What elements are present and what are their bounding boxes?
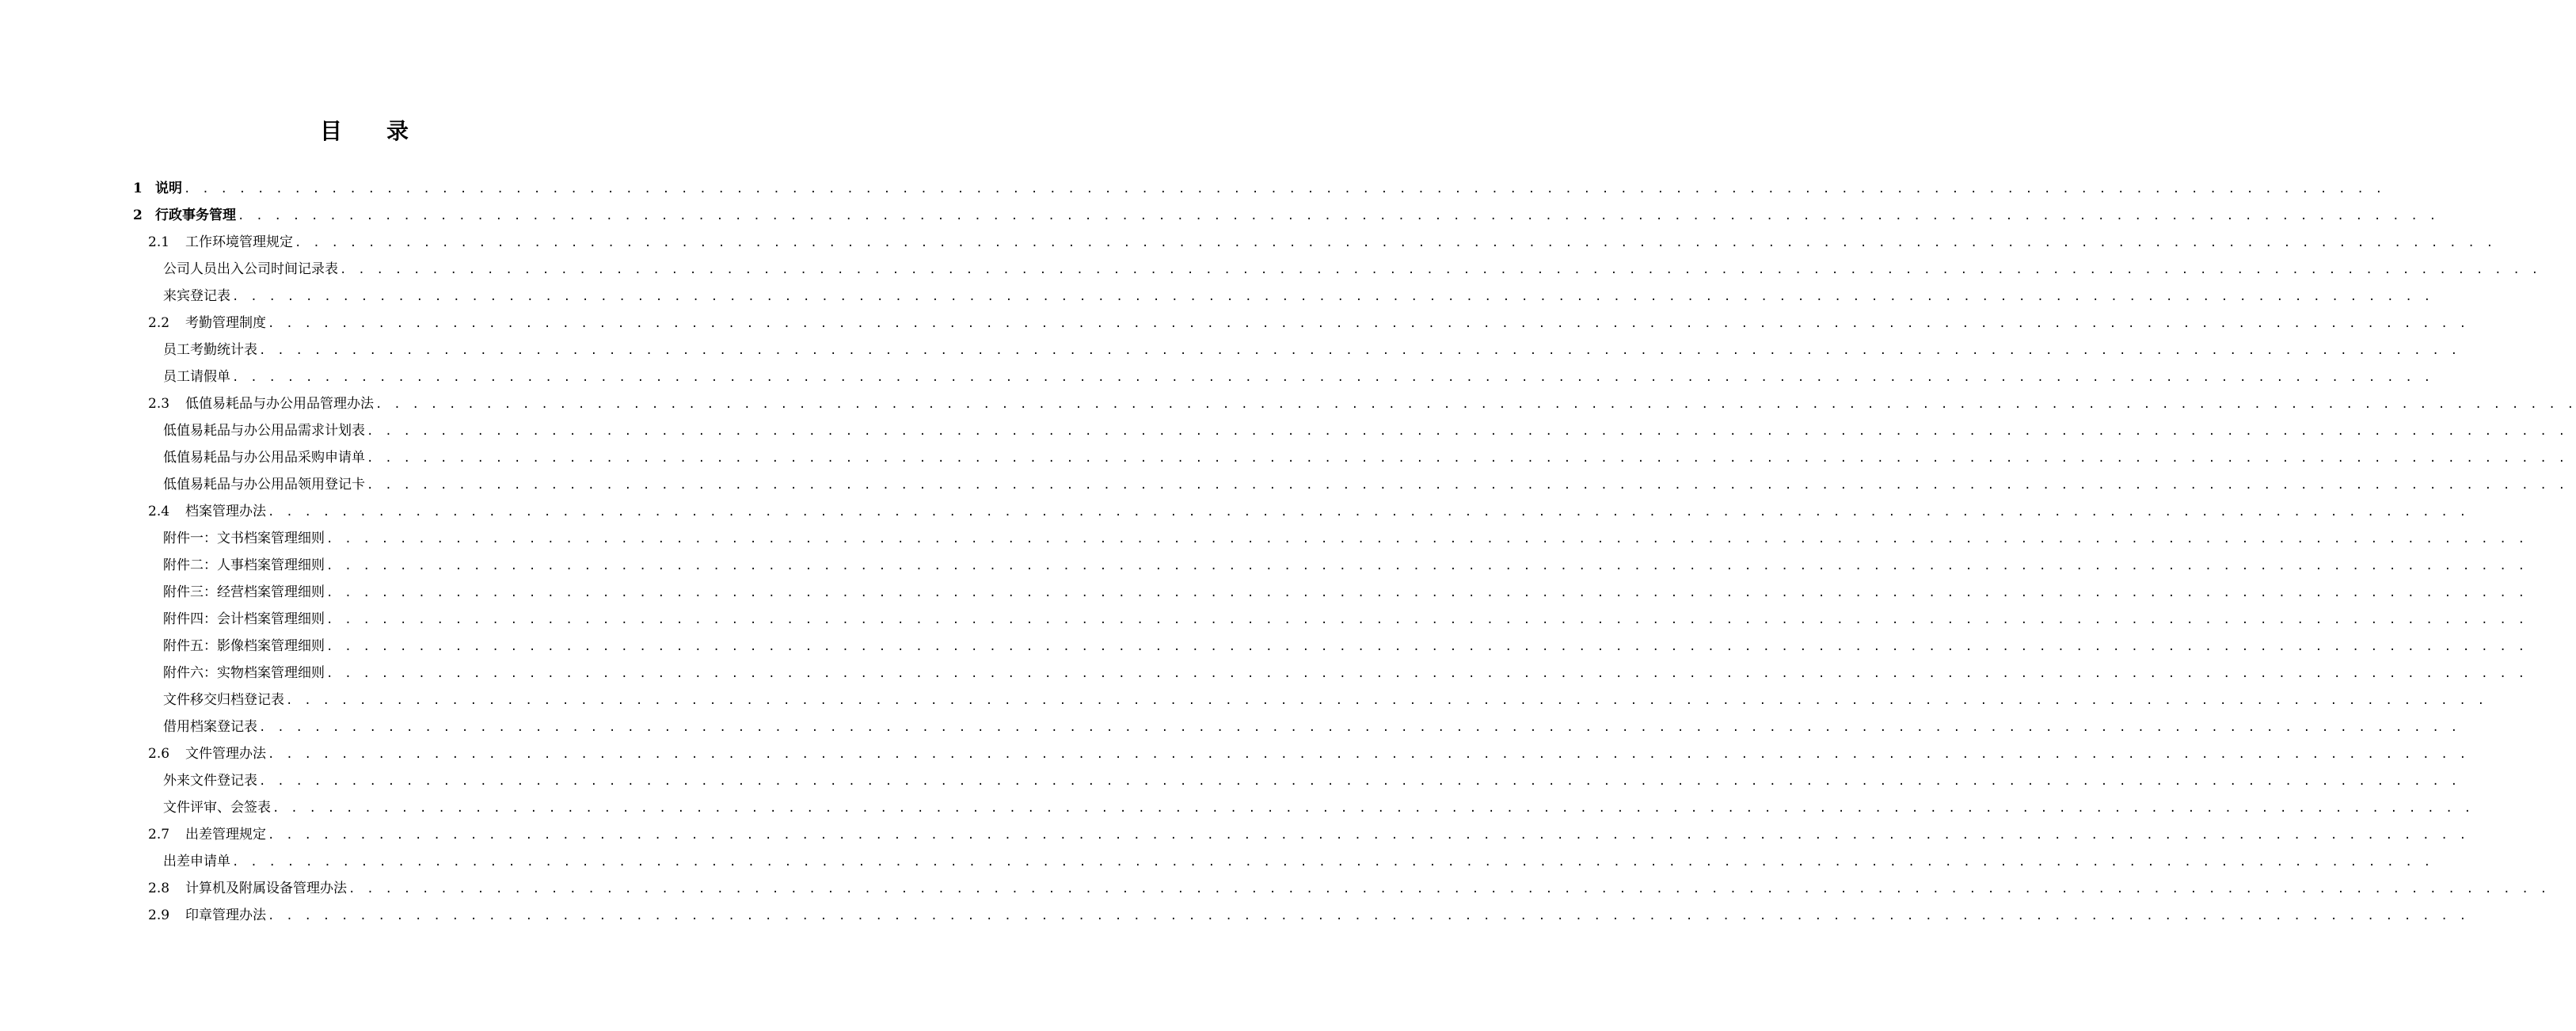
toc-entry-line	[163, 471, 2568, 499]
dot-leader: . . . . . . . . . . . . . . . . . . . . . . . . . . . . . . . . . . . . . . . . . . . . . . . . . . . . . . . . . . . . . . . . . . . . . . . . . . . . . . . . . . . . . . . . . . . . . . . . . . . . . . . . . . . . . . . . . . . . . . . .	[259, 775, 2460, 788]
toc-entry[interactable]	[0, 687, 2487, 713]
toc-entry[interactable]	[0, 283, 2433, 310]
toc-entry[interactable]	[0, 848, 2433, 875]
dot-leader: . . . . . . . . . . . . . . . . . . . . . . . . . . . . . . . . . . . . . . . . . . . . . . . . . . . . . . . . . . . . . . . . . . . . . . . . . . . . . . . . . . . . . . . . . . . . . . . . . . . . . . . . . . . . . . . . . . . . . . . .	[259, 721, 2460, 734]
toc-entry-number: 2.9	[148, 907, 170, 923]
toc-entry[interactable]	[0, 310, 2469, 337]
toc-entry-line	[163, 525, 2528, 553]
toc-entry-line	[155, 175, 2385, 203]
toc-entry-line	[185, 498, 2469, 526]
dot-leader: . . . . . . . . . . . . . . . . . . . . . . . . . . . . . . . . . . . . . . . . . . . . . . . . . . . . . . . . . . . . . . . . . . . . . . . . . . . . . . . . . . . . . . . . . . . . . . . . . . . . . . . . . . . . . . . . . . . . . . . .	[326, 641, 2528, 653]
dot-leader: . . . . . . . . . . . . . . . . . . . . . . . . . . . . . . . . . . . . . . . . . . . . . . . . . . . . . . . . . . . . . . . . . . . . . . . . . . . . . . . . . . . . . . . . . . . . . . . . . . . . . . . . . . . . . . . . . . . . . . . .	[367, 479, 2568, 492]
toc-entry-line	[163, 848, 2433, 876]
toc-entry-number: 1	[133, 181, 143, 196]
toc-entry-label: 文件移交归档登记表	[163, 692, 284, 708]
toc-entry[interactable]	[0, 471, 2568, 498]
toc-entry-line	[163, 256, 2541, 283]
toc-entry-label: 行政事务管理	[155, 207, 236, 223]
dot-leader: . . . . . . . . . . . . . . . . . . . . . . . . . . . . . . . . . . . . . . . . . . . . . . . . . . . . . . . . . . . . . . . . . . . . . . . . . . . . . . . . . . . . . . . . . . . . . . . . . . . . . . . . . . . . . . . . . . . . . . . .	[326, 614, 2528, 626]
toc-entry-line	[163, 660, 2528, 687]
toc-entry[interactable]	[0, 767, 2460, 794]
toc-entry-label: 文件管理办法	[185, 746, 266, 762]
toc-entry-label: 借用档案登记表	[163, 719, 257, 735]
toc-entry-number: 2.2	[148, 315, 170, 331]
dot-leader: . . . . . . . . . . . . . . . . . . . . . . . . . . . . . . . . . . . . . . . . . . . . . . . . . . . . . . . . . . . . . . . . . . . . . . . . . . . . . . . . . . . . . . . . . . . . . . . . . . . . . . . . . . . . . . . . . . . . . . . .	[259, 344, 2460, 357]
toc-entry[interactable]	[0, 202, 2439, 229]
toc-entry[interactable]	[0, 337, 2460, 363]
toc-entry[interactable]	[0, 606, 2528, 633]
dot-leader: . . . . . . . . . . . . . . . . . . . . . . . . . . . . . . . . . . . . . . . . . . . . . . . . . . . . . . . . . . . . . . . . . . . . . . . . . . . . . . . . . . . . . . . . . . . . . . . . . . . . . . . . . . . . . . . . . . . . . . . .	[326, 587, 2528, 599]
toc-entry[interactable]	[0, 444, 2568, 471]
dot-leader: . . . . . . . . . . . . . . . . . . . . . . . . . . . . . . . . . . . . . . . . . . . . . . . . . . . . . . . . . . . . . . . . . . . . . . . . . . . . . . . . . . . . . . . . . . . . . . . . . . . . . . . . . . . . . . . . . . . . . . . .	[268, 910, 2469, 923]
toc-entry-line	[155, 202, 2439, 230]
toc-entry-line	[163, 417, 2568, 445]
toc-title-char-1: 目	[319, 118, 342, 144]
toc-entry-label: 附件六：实物档案管理细则	[163, 665, 325, 681]
dot-leader: . . . . . . . . . . . . . . . . . . . . . . . . . . . . . . . . . . . . . . . . . . . . . . . . . . . . . . . . . . . . . . . . . . . . . . . . . . . . . . . . . . . . . . . . . . . . . . . . . . . . . . . . . . . . . . . . . . . . . . . .	[232, 371, 2433, 384]
dot-leader: . . . . . . . . . . . . . . . . . . . . . . . . . . . . . . . . . . . . . . . . . . . . . . . . . . . . . . . . . . . . . . . . . . . . . . . . . . . . . . . . . . . . . . . . . . . . . . . . . . . . . . . . . . . . . . . . . . . . . . . .	[268, 318, 2469, 330]
toc-entry-label: 出差申请单	[163, 854, 230, 869]
toc-entry-label: 公司人员出入公司时间记录表	[163, 261, 338, 277]
toc-entry-line	[163, 363, 2433, 391]
toc-list	[0, 175, 2576, 929]
toc-entry-number: 2.6	[148, 746, 170, 762]
toc-entry-label: 低值易耗品与办公用品管理办法	[185, 396, 374, 412]
toc-entry-label: 附件四：会计档案管理细则	[163, 611, 325, 627]
toc-entry-line	[163, 444, 2568, 472]
toc-entry[interactable]	[0, 794, 2474, 821]
dot-leader: . . . . . . . . . . . . . . . . . . . . . . . . . . . . . . . . . . . . . . . . . . . . . . . . . . . . . . . . . . . . . . . . . . . . . . . . . . . . . . . . . . . . . . . . . . . . . . . . . . . . . . . . . . . . . . . . . . . . . . . .	[238, 210, 2439, 223]
toc-entry-label: 出差管理规定	[185, 827, 266, 843]
toc-entry-label: 考勤管理制度	[185, 315, 266, 331]
dot-leader: . . . . . . . . . . . . . . . . . . . . . . . . . . . . . . . . . . . . . . . . . . . . . . . . . . . . . . . . . . . . . . . . . . . . . . . . . . . . . . . . . . . . . . . . . . . . . . . . . . . . . . . . . . . . . . . . . . . . . . . .	[268, 829, 2469, 842]
toc-entry-line	[185, 902, 2469, 930]
dot-leader: . . . . . . . . . . . . . . . . . . . . . . . . . . . . . . . . . . . . . . . . . . . . . . . . . . . . . . . . . . . . . . . . . . . . . . . . . . . . . . . . . . . . . . . . . . . . . . . . . . . . . . . . . . . . . . . . . . . . . . . .	[326, 533, 2528, 546]
toc-entry[interactable]	[0, 229, 2496, 256]
toc-title	[0, 116, 729, 147]
dot-leader: . . . . . . . . . . . . . . . . . . . . . . . . . . . . . . . . . . . . . . . . . . . . . . . . . . . . . . . . . . . . . . . . . . . . . . . . . . . . . . . . . . . . . . . . . . . . . . . . . . . . . . . . . . . . . . . . . . . . . . . .	[367, 452, 2568, 465]
dot-leader: . . . . . . . . . . . . . . . . . . . . . . . . . . . . . . . . . . . . . . . . . . . . . . . . . . . . . . . . . . . . . . . . . . . . . . . . . . . . . . . . . . . . . . . . . . . . . . . . . . . . . . . . . . . . . . . . . . . . . . . .	[367, 425, 2568, 438]
toc-entry[interactable]	[0, 875, 2550, 902]
toc-entry-line	[163, 579, 2528, 607]
toc-entry-label: 说明	[155, 181, 182, 196]
toc-entry-label: 员工考勤统计表	[163, 342, 257, 358]
toc-entry-label: 外来文件登记表	[163, 773, 257, 789]
toc-entry-label: 附件一：文书档案管理细则	[163, 531, 325, 546]
toc-entry[interactable]	[0, 552, 2528, 579]
toc-entry-line	[163, 283, 2433, 310]
dot-leader: . . . . . . . . . . . . . . . . . . . . . . . . . . . . . . . . . . . . . . . . . . . . . . . . . . . . . . . . . . . . . . . . . . . . . . . . . . . . . . . . . . . . . . . . . . . . . . . . . . . . . . . . . . . . . . . . . . . . . . . .	[286, 694, 2487, 707]
toc-entry-line	[163, 606, 2528, 633]
dot-leader: . . . . . . . . . . . . . . . . . . . . . . . . . . . . . . . . . . . . . . . . . . . . . . . . . . . . . . . . . . . . . . . . . . . . . . . . . . . . . . . . . . . . . . . . . . . . . . . . . . . . . . . . . . . . . . . . . . . . . . . .	[268, 748, 2469, 761]
toc-entry[interactable]	[0, 713, 2460, 740]
toc-title-char-2: 录	[386, 118, 409, 144]
toc-entry-line	[163, 687, 2487, 714]
toc-entry-line	[185, 875, 2550, 903]
toc-entry[interactable]	[0, 175, 2385, 202]
dot-leader: . . . . . . . . . . . . . . . . . . . . . . . . . . . . . . . . . . . . . . . . . . . . . . . . . . . . . . . . . . . . . . . . . . . . . . . . . . . . . . . . . . . . . . . . . . . . . . . . . . . . . . . . . . . . . . . . . . . . . . . .	[340, 264, 2541, 276]
toc-entry-line	[163, 767, 2460, 795]
toc-entry-label: 计算机及附属设备管理办法	[185, 881, 347, 896]
toc-entry-line	[185, 310, 2469, 337]
toc-entry[interactable]	[0, 363, 2433, 390]
toc-entry-label: 附件二：人事档案管理细则	[163, 557, 325, 573]
toc-entry[interactable]	[0, 902, 2469, 929]
toc-entry-line	[185, 229, 2496, 257]
toc-entry[interactable]	[0, 660, 2528, 687]
dot-leader: . . . . . . . . . . . . . . . . . . . . . . . . . . . . . . . . . . . . . . . . . . . . . . . . . . . . . . . . . . . . . . . . . . . . . . . . . . . . . . . . . . . . . . . . . . . . . . . . . . . . . . . . . . . . . . . . . . . . . . . .	[184, 183, 2385, 196]
toc-entry-label: 低值易耗品与办公用品采购申请单	[163, 450, 365, 466]
toc-entry-label: 低值易耗品与办公用品需求计划表	[163, 423, 365, 439]
dot-leader: . . . . . . . . . . . . . . . . . . . . . . . . . . . . . . . . . . . . . . . . . . . . . . . . . . . . . . . . . . . . . . . . . . . . . . . . . . . . . . . . . . . . . . . . . . . . . . . . . . . . . . . . . . . . . . . . . . . . . . . .	[232, 856, 2433, 869]
toc-entry-line	[163, 552, 2528, 580]
toc-entry-label: 附件五：影像档案管理细则	[163, 638, 325, 654]
toc-entry-label: 低值易耗品与办公用品领用登记卡	[163, 477, 365, 493]
toc-entry-line	[185, 740, 2469, 768]
toc-entry-label: 印章管理办法	[185, 907, 266, 923]
toc-entry-number: 2.1	[148, 234, 170, 250]
toc-entry[interactable]	[0, 740, 2469, 767]
toc-entry-line	[185, 821, 2469, 849]
toc-entry[interactable]	[0, 821, 2469, 848]
toc-entry-line	[163, 337, 2460, 364]
dot-leader: . . . . . . . . . . . . . . . . . . . . . . . . . . . . . . . . . . . . . . . . . . . . . . . . . . . . . . . . . . . . . . . . . . . . . . . . . . . . . . . . . . . . . . . . . . . . . . . . . . . . . . . . . . . . . . . . . . . . . . . .	[348, 883, 2550, 896]
toc-entry-line	[163, 794, 2474, 822]
toc-entry[interactable]	[0, 256, 2541, 283]
dot-leader: . . . . . . . . . . . . . . . . . . . . . . . . . . . . . . . . . . . . . . . . . . . . . . . . . . . . . . . . . . . . . . . . . . . . . . . . . . . . . . . . . . . . . . . . . . . . . . . . . . . . . . . . . . . . . . . . . . . . . . . .	[326, 668, 2528, 680]
toc-entry-label: 附件三：经营档案管理细则	[163, 584, 325, 600]
toc-entry-number: 2.8	[148, 881, 170, 896]
toc-entry-line	[163, 713, 2460, 741]
toc-entry-label: 工作环境管理规定	[185, 234, 293, 250]
toc-entry-number: 2.7	[148, 827, 170, 843]
dot-leader: . . . . . . . . . . . . . . . . . . . . . . . . . . . . . . . . . . . . . . . . . . . . . . . . . . . . . . . . . . . . . . . . . . . . . . . . . . . . . . . . . . . . . . . . . . . . . . . . . . . . . . . . . . . . . . . . . . . . . . . .	[268, 506, 2469, 519]
toc-entry-number: 2.4	[148, 504, 170, 519]
toc-entry-number: 2	[133, 207, 143, 223]
toc-entry[interactable]	[0, 417, 2568, 444]
toc-entry[interactable]	[0, 525, 2528, 552]
dot-leader: . . . . . . . . . . . . . . . . . . . . . . . . . . . . . . . . . . . . . . . . . . . . . . . . . . . . . . . . . . . . . . . . . . . . . . . . . . . . . . . . . . . . . . . . . . . . . . . . . . . . . . . . . . . . . . . . . . . . . . . .	[375, 398, 2576, 411]
toc-entry-number: 2.3	[148, 396, 170, 412]
dot-leader: . . . . . . . . . . . . . . . . . . . . . . . . . . . . . . . . . . . . . . . . . . . . . . . . . . . . . . . . . . . . . . . . . . . . . . . . . . . . . . . . . . . . . . . . . . . . . . . . . . . . . . . . . . . . . . . . . . . . . . . .	[326, 560, 2528, 573]
dot-leader: . . . . . . . . . . . . . . . . . . . . . . . . . . . . . . . . . . . . . . . . . . . . . . . . . . . . . . . . . . . . . . . . . . . . . . . . . . . . . . . . . . . . . . . . . . . . . . . . . . . . . . . . . . . . . . . . . . . . . . . .	[272, 802, 2474, 815]
toc-entry[interactable]	[0, 633, 2528, 660]
toc-entry-line	[185, 390, 2576, 418]
toc-entry[interactable]	[0, 579, 2528, 606]
dot-leader: . . . . . . . . . . . . . . . . . . . . . . . . . . . . . . . . . . . . . . . . . . . . . . . . . . . . . . . . . . . . . . . . . . . . . . . . . . . . . . . . . . . . . . . . . . . . . . . . . . . . . . . . . . . . . . . . . . . . . . . .	[232, 291, 2433, 303]
toc-entry-label: 文件评审、会签表	[163, 800, 271, 816]
toc-entry[interactable]	[0, 390, 2576, 417]
toc-entry[interactable]	[0, 498, 2469, 525]
dot-leader: . . . . . . . . . . . . . . . . . . . . . . . . . . . . . . . . . . . . . . . . . . . . . . . . . . . . . . . . . . . . . . . . . . . . . . . . . . . . . . . . . . . . . . . . . . . . . . . . . . . . . . . . . . . . . . . . . . . . . . . .	[295, 237, 2496, 249]
toc-entry-label: 来宾登记表	[163, 288, 230, 304]
toc-entry-line	[163, 633, 2528, 660]
toc-entry-label: 员工请假单	[163, 369, 230, 385]
toc-entry-label: 档案管理办法	[185, 504, 266, 519]
